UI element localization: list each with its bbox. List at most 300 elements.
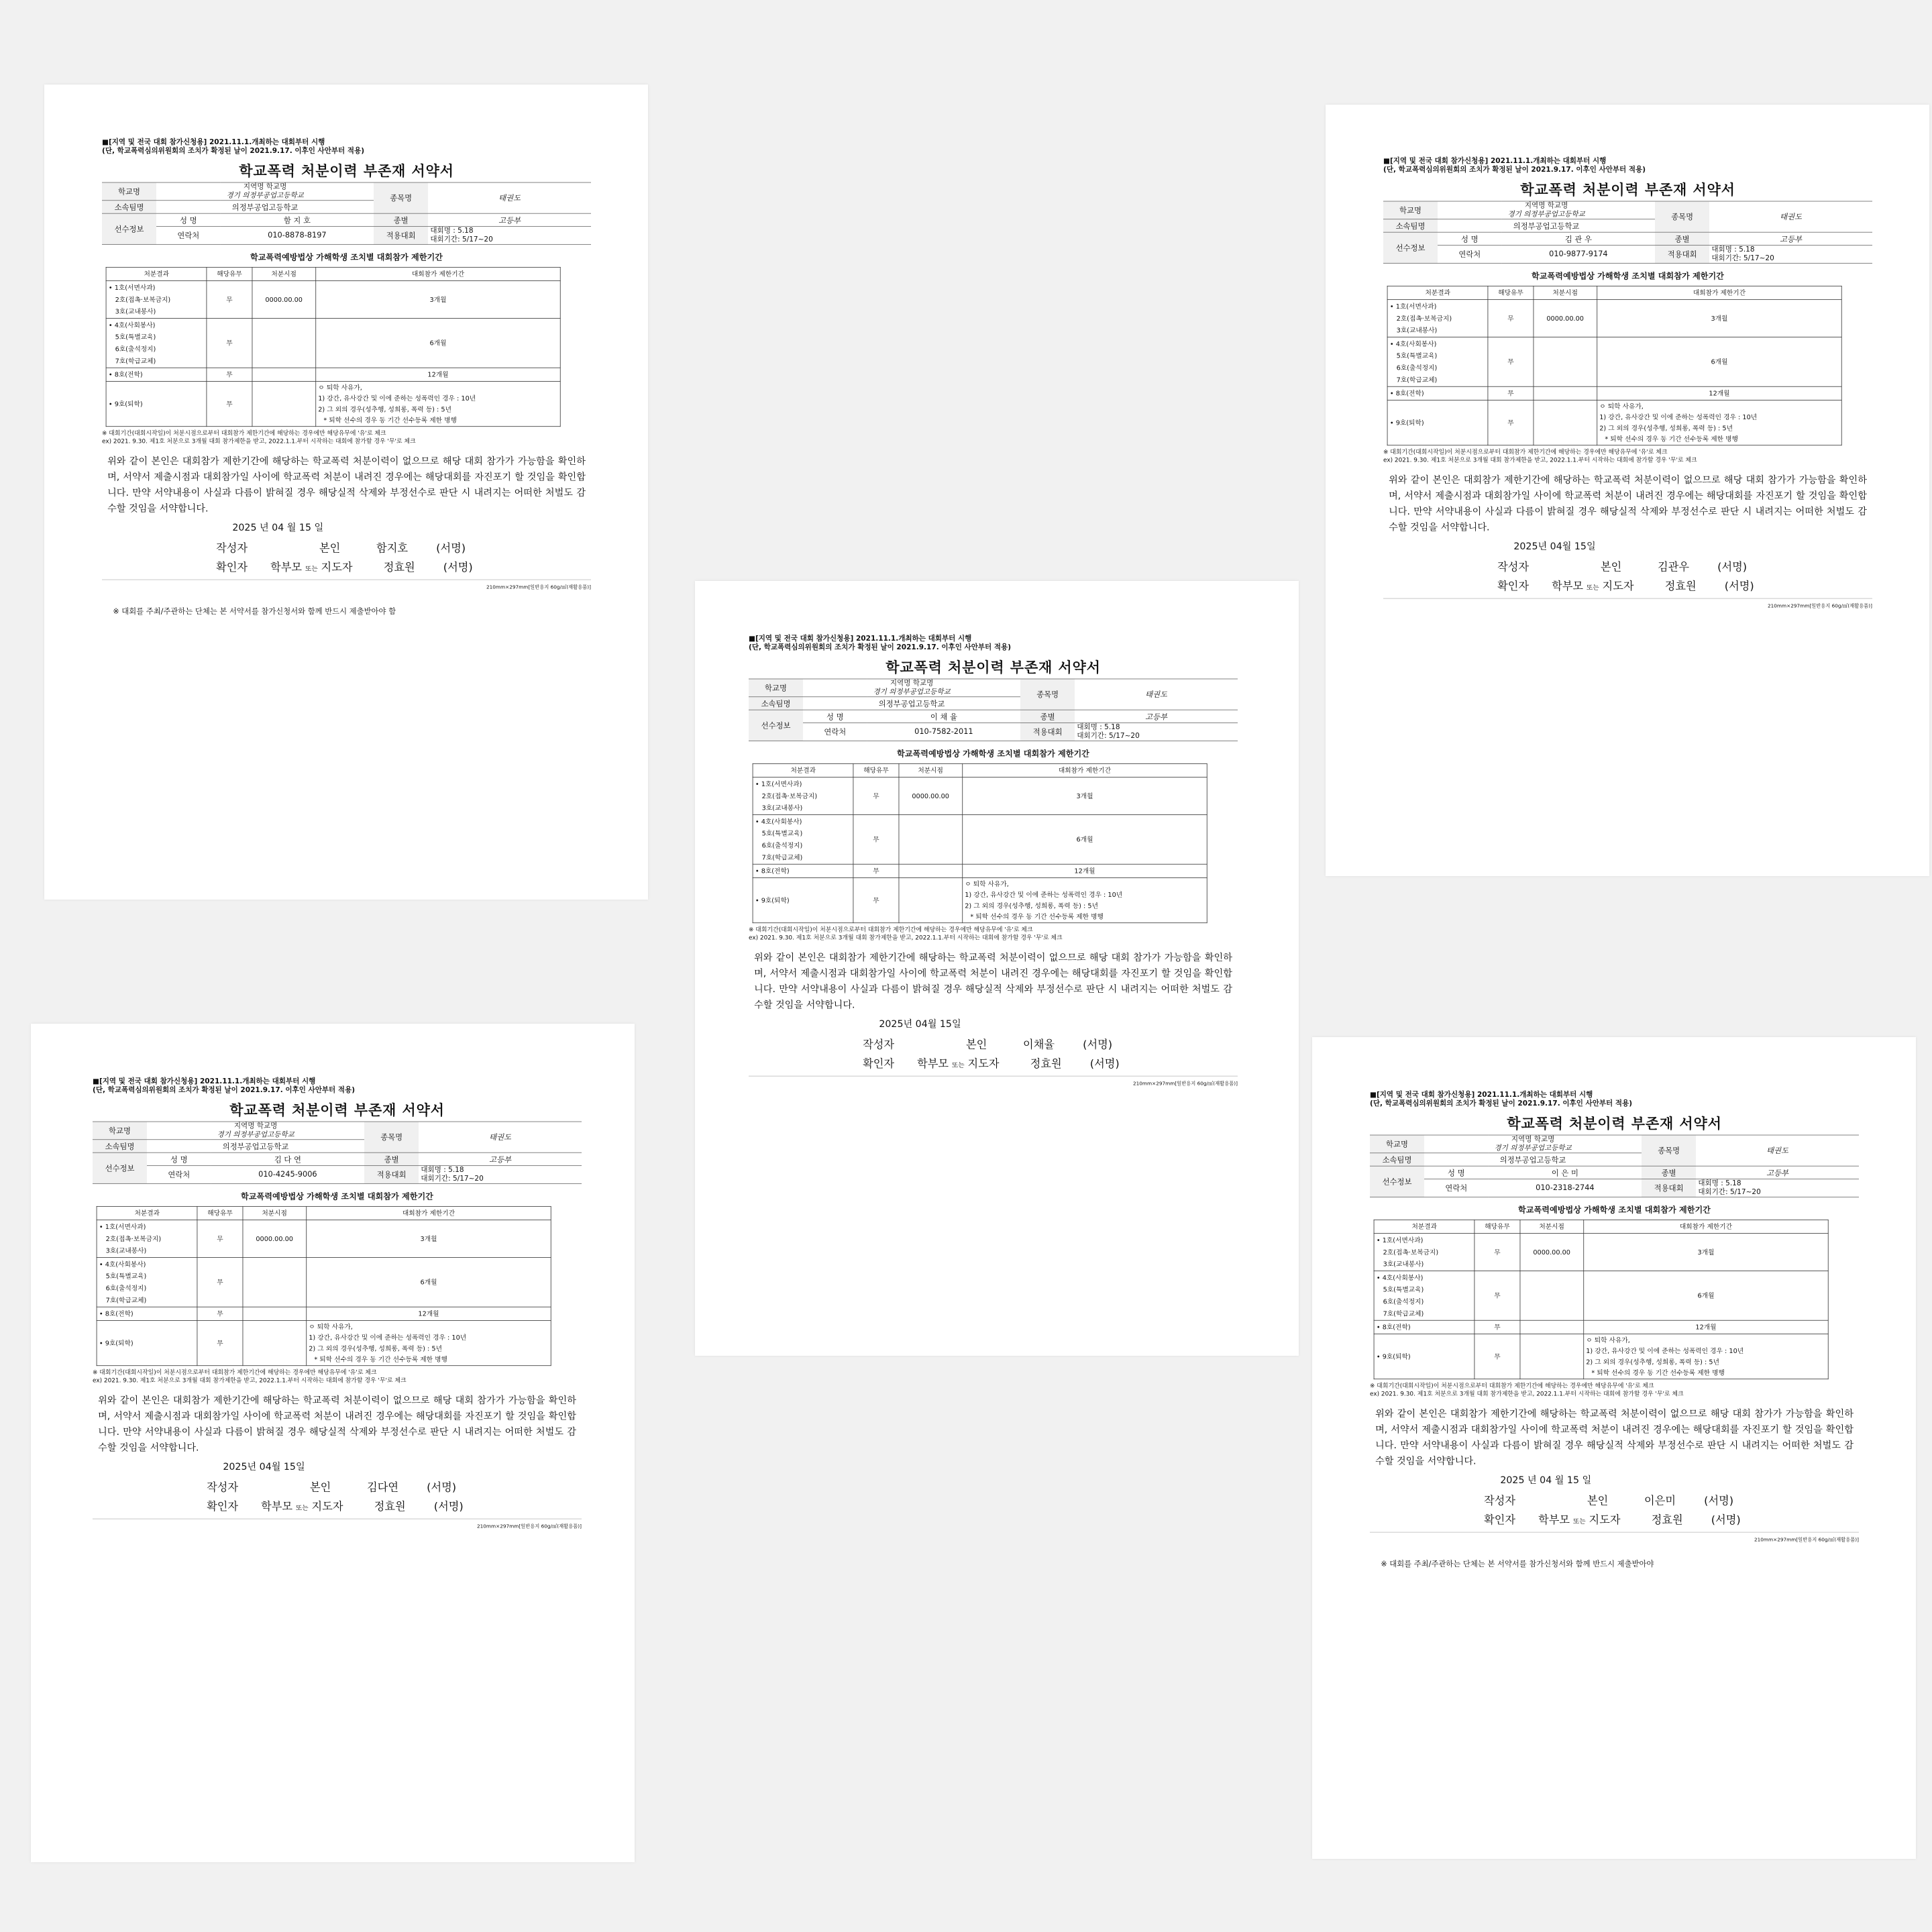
label-team: 소속팀명 [93,1140,147,1152]
row-when [252,368,316,381]
paper-size: 210mm×297mm[일반용지 60g/㎡(재활용품)] [93,1519,582,1529]
sheet-content [749,635,1238,1087]
note-1: ※ 대회기간(대회시작일)이 처분시점으로부터 대회참가 제한기간에 해당하는 경우에만 해당유무에 '유'로 체크 [1370,1382,1654,1389]
writer-row [207,1479,582,1494]
sign-mark: (서명) [1717,560,1748,574]
row-when [252,319,316,368]
athlete-name: 김 관 우 [1502,232,1656,245]
row-has: 무 [207,368,252,381]
paper-size: 210mm×297mm[일반용지 60g/㎡(재활용품)] [102,580,591,590]
form-title: 학교폭력 처분이력 부존재 서약서 [885,659,1101,676]
form-title: 학교폭력 처분이력 부존재 서약서 [229,1102,445,1119]
form-header [93,1077,582,1095]
form-title: 학교폭력 처분이력 부존재 서약서 [1520,182,1735,199]
row-limit: 3개월 [307,1220,551,1258]
table-row [106,368,560,381]
meet-info [1075,723,1238,741]
header-has: 해당유무 [197,1206,243,1220]
header-when: 처분시점 [1520,1220,1584,1233]
row-limit: 12개월 [963,864,1208,877]
pledge-date: 2025 년 04 월 15 일 [1500,1474,1592,1486]
label-region-school: 지역명 학교명 [1511,1135,1555,1144]
header-limit: 대회참가 제한기간 [307,1206,551,1220]
parent-label: 학부모 [917,1057,949,1070]
writer-name: 김다연 [367,1481,399,1494]
row-category: • 8호(전학) [106,368,207,381]
confirmer-row [216,558,591,574]
row-category: • 1호(서면사과) 2호(접촉·보복금지) 3호(교내봉사) [1387,300,1488,337]
header-has: 해당유무 [853,763,899,777]
label-contact: 연락처 [147,1166,211,1184]
pledge-sheet-1 [44,85,648,900]
athlete-phone: 010-4245-9006 [211,1166,365,1184]
row-limit: ㅇ 퇴학 사유가, 1) 강간, 유사강간 및 이에 준하는 성폭력인 경우 : 10년 2) 그 외의 경우(성추행, 성희롱, 폭력 등) : 5년 * 퇴학 선수의 경우 동 기간 선수등록 제한 병행 [1597,400,1842,445]
label-event: 종목명 [1642,1135,1696,1166]
table-row [1374,1320,1828,1334]
pledge-text: 위와 같이 본인은 대회참가 제한기간에 해당하는 학교폭력 처분이력이 없으므로 해당 대회 참가가 가능함을 확인하며, 서약서 제출시점과 대회참가일 사이에 학교폭력 처분이 내려진 경우에는 해당대회를 자진포기 할 것임을 확인합니다. 만약 서약내용이 사실과 다름이 밝혀질 경우 해당실적 삭제와 부정선수로 판단 시 내려지는 어떠한 처벌도 감수할 것임을 서약합니다. [107,455,586,515]
row-limit: 6개월 [307,1258,551,1307]
restriction-subtitle: 학교폭력예방법상 가해학생 조치별 대회참가 제한기간 [1532,271,1724,281]
sign-mark: (서명) [1089,1057,1120,1070]
confirmer-row [863,1055,1238,1070]
label-apply: 적용대회 [1642,1179,1696,1197]
header-limit: 대회참가 제한기간 [316,267,561,280]
table-row [97,1307,551,1320]
row-category: • 9호(퇴학) [106,381,207,426]
form-header [1383,157,1872,174]
row-limit: 6개월 [1584,1271,1829,1321]
row-when [1520,1271,1584,1321]
table-row [753,864,1207,877]
note-2: ex) 2021. 9.30. 제1호 처분으로 3개월 대회 참가제한을 받고, 2022.1.1.부터 시작하는 대회에 참가할 경우 '무'로 체크 [749,934,1063,941]
label-region-school: 지역명 학교명 [1524,201,1568,210]
sign-mark: (서명) [436,541,466,555]
pledge-date: 2025 년 04 월 15 일 [232,522,324,533]
coach-label: 지도자 [1602,579,1634,592]
table-row [1374,1334,1828,1379]
header-when: 처분시점 [252,267,316,280]
note-1: ※ 대회기간(대회시작일)이 처분시점으로부터 대회참가 제한기간에 해당하는 경우에만 해당유무에 '유'로 체크 [1383,448,1668,455]
restriction-table [753,763,1208,923]
confirmer-label: 확인자 [216,560,248,574]
header-when: 처분시점 [243,1206,307,1220]
table-notes [1370,1381,1859,1397]
footnote: ※ 대회를 주최/주관하는 단체는 본 서약서를 참가신청서와 함께 반드시 제출받아야 함 [113,607,396,616]
row-when: 0000.00.00 [243,1220,307,1258]
table-row [97,1320,551,1365]
row-category: • 8호(전학) [97,1307,197,1320]
form-title: 학교폭력 처분이력 부존재 서약서 [1507,1116,1722,1132]
row-has: 무 [1488,386,1534,400]
label-kind: 종별 [1655,232,1709,245]
row-has: 무 [1488,300,1534,337]
paper-size: 210mm×297mm[일반용지 60g/㎡(재활용품)] [749,1076,1238,1087]
athlete-name: 함 지 호 [221,213,374,226]
header-line-2: (단, 학교폭력심의위원회의 조치가 확정된 날이 2021.9.17. 이후인 사안부터 적용) [93,1085,356,1095]
label-contact: 연락처 [803,723,867,741]
row-category: • 4호(사회봉사) 5호(특별교육) 6호(출석정지) 7호(학급교체) [1374,1271,1474,1321]
kind-value: 고등부 [428,213,591,226]
label-event: 종목명 [374,182,428,213]
header-line-2: (단, 학교폭력심의위원회의 조치가 확정된 날이 2021.9.17. 이후인 사안부터 적용) [102,146,365,156]
meet-name: 대회명 : 5.18 [1711,246,1755,254]
row-has: 무 [207,381,252,426]
athlete-name: 김 다 연 [211,1152,365,1165]
table-row [97,1258,551,1307]
coach-label: 지도자 [967,1057,1000,1070]
row-when [243,1258,307,1307]
coach-label: 지도자 [321,560,353,574]
pledge-date: 2025년 04월 15일 [1513,541,1596,552]
kind-value: 고등부 [419,1152,582,1165]
row-limit: 12개월 [307,1307,551,1320]
header-limit: 대회참가 제한기간 [1584,1220,1829,1233]
note-2: ex) 2021. 9.30. 제1호 처분으로 3개월 대회 참가제한을 받고, 2022.1.1.부터 시작하는 대회에 참가할 경우 '무'로 체크 [1370,1390,1684,1397]
row-category: • 9호(퇴학) [97,1320,197,1365]
row-limit: 3개월 [963,777,1208,815]
label-kind: 종별 [1642,1166,1696,1179]
row-category: • 8호(전학) [1387,386,1488,400]
label-region-school: 지역명 학교명 [890,679,934,688]
row-when [1534,386,1597,400]
label-apply: 적용대회 [1020,723,1075,741]
row-when [1520,1320,1584,1334]
table-row [97,1220,551,1258]
row-category: • 9호(퇴학) [1374,1334,1474,1379]
pledge-sheet-5 [1312,1037,1916,1859]
form-header [749,635,1238,652]
row-has: 무 [207,319,252,368]
row-has: 무 [1488,337,1534,387]
table-row [1374,1234,1828,1271]
row-category: • 9호(퇴학) [753,877,853,922]
row-when [899,815,963,865]
writer-label: 작성자 [216,541,248,555]
or-label: 또는 [295,1503,309,1512]
pledge-text: 위와 같이 본인은 대회참가 제한기간에 해당하는 학교폭력 처분이력이 없으므로 해당 대회 참가가 가능함을 확인하며, 서약서 제출시점과 대회참가일 사이에 학교폭력 처분이 내려진 경우에는 해당대회를 자진포기 할 것임을 확인합니다. 만약 서약내용이 사실과 다름이 밝혀질 경우 해당실적 삭제와 부정선수로 판단 시 내려지는 어떠한 처벌도 감수할 것임을 서약합니다. [1375,1408,1854,1467]
row-has: 무 [207,281,252,319]
header-when: 처분시점 [1534,286,1597,299]
sign-mark: (서명) [433,1499,464,1513]
sheet-content [93,1077,582,1529]
info-table [102,182,591,245]
school-cell [803,679,1020,697]
writer-name: 김관우 [1658,560,1690,574]
writer-name: 함지호 [376,541,409,555]
school-cell [1424,1135,1642,1153]
sign-mark: (서명) [1704,1494,1734,1507]
restriction-table [1387,286,1842,445]
team-value: 의정부공업고등학교 [803,697,1020,710]
row-when [1534,337,1597,387]
table-row [753,877,1207,922]
team-value: 의정부공업고등학교 [147,1140,364,1152]
row-when [243,1307,307,1320]
row-category: • 1호(서면사과) 2호(접촉·보복금지) 3호(교내봉사) [97,1220,197,1258]
form-header [102,138,591,156]
event-value: 태권도 [419,1122,582,1152]
meet-period: 대회기간: 5/17~20 [1711,254,1774,263]
kind-value: 고등부 [1709,232,1872,245]
restriction-table [97,1206,551,1366]
label-name: 성 명 [803,710,867,722]
label-name: 성 명 [1438,232,1502,245]
table-row [106,381,560,426]
label-kind: 종별 [1020,710,1075,722]
coach-label: 지도자 [311,1499,343,1513]
row-when [1534,400,1597,445]
header-limit: 대회참가 제한기간 [963,763,1208,777]
self-label: 본인 [1587,1494,1609,1507]
self-label: 본인 [319,541,341,555]
info-table [93,1122,582,1184]
table-row [1387,400,1841,445]
label-apply: 적용대회 [374,227,428,245]
school-cell [1438,201,1655,219]
confirmer-row [1484,1511,1859,1526]
meet-info [428,227,591,245]
row-has: 무 [1488,400,1534,445]
writer-name: 이은미 [1644,1494,1676,1507]
athlete-phone: 010-9877-9174 [1502,246,1656,264]
row-category: • 4호(사회봉사) 5호(특별교육) 6호(출석정지) 7호(학급교체) [97,1258,197,1307]
header-line-1: ■[지역 및 전국 대회 참가신청용] 2021.11.1.개최하는 대회부터 시행 [93,1077,316,1086]
header-result: 처분결과 [1387,286,1488,299]
sign-mark: (서명) [1724,579,1754,592]
label-team: 소속팀명 [1383,219,1438,232]
label-team: 소속팀명 [749,697,803,710]
writer-label: 작성자 [863,1038,895,1051]
school-value: 경기 의정부공업고등학교 [217,1130,294,1139]
row-limit: 12개월 [1597,386,1842,400]
label-school: 학교명 [1383,201,1438,219]
label-name: 성 명 [1424,1166,1489,1179]
writer-label: 작성자 [207,1481,239,1494]
header-has: 해당유무 [1488,286,1534,299]
row-limit: 6개월 [1597,337,1842,387]
coach-name: 정효원 [1664,579,1697,592]
row-has: 무 [853,777,899,815]
confirmer-label: 확인자 [863,1057,895,1070]
parent-label: 학부모 [1552,579,1584,592]
label-region-school: 지역명 학교명 [233,1122,278,1130]
label-athlete: 선수정보 [749,710,803,741]
pledge-date: 2025년 04월 15일 [879,1018,961,1030]
header-has: 해당유무 [1474,1220,1520,1233]
sign-mark: (서명) [1711,1513,1741,1526]
school-value: 경기 의정부공업고등학교 [873,688,951,696]
restriction-subtitle: 학교폭력예방법상 가해학생 조치별 대회참가 제한기간 [241,1191,433,1201]
parent-label: 학부모 [1538,1513,1570,1526]
label-athlete: 선수정보 [1370,1166,1424,1197]
label-apply: 적용대회 [1655,246,1709,264]
row-limit: 12개월 [316,368,561,381]
row-when: 0000.00.00 [899,777,963,815]
confirmer-row [207,1497,582,1513]
row-limit: ㅇ 퇴학 사유가, 1) 강간, 유사강간 및 이에 준하는 성폭력인 경우 : 10년 2) 그 외의 경우(성추행, 성희롱, 폭력 등) : 5년 * 퇴학 선수의 경우 동 기간 선수등록 제한 병행 [963,877,1208,922]
label-athlete: 선수정보 [93,1152,147,1183]
school-value: 경기 의정부공업고등학교 [1494,1144,1572,1152]
meet-info [419,1166,582,1184]
restriction-subtitle: 학교폭력예방법상 가해학생 조치별 대회참가 제한기간 [1518,1205,1711,1215]
label-school: 학교명 [1370,1135,1424,1153]
row-when [243,1320,307,1365]
row-limit: 6개월 [316,319,561,368]
label-event: 종목명 [1020,679,1075,710]
header-line-1: ■[지역 및 전국 대회 참가신청용] 2021.11.1.개최하는 대회부터 시행 [1370,1091,1593,1099]
note-1: ※ 대회기간(대회시작일)이 처분시점으로부터 대회참가 제한기간에 해당하는 경우에만 해당유무에 '유'로 체크 [749,926,1033,933]
row-limit: ㅇ 퇴학 사유가, 1) 강간, 유사강간 및 이에 준하는 성폭력인 경우 : 10년 2) 그 외의 경우(성추행, 성희롱, 폭력 등) : 5년 * 퇴학 선수의 경우 동 기간 선수등록 제한 병행 [307,1320,551,1365]
confirmer-label: 확인자 [207,1499,239,1513]
coach-name: 정효원 [1030,1057,1062,1070]
header-result: 처분결과 [753,763,853,777]
athlete-name: 이 채 율 [867,710,1021,722]
coach-label: 지도자 [1589,1513,1621,1526]
header-result: 처분결과 [106,267,207,280]
parent-label: 학부모 [261,1499,293,1513]
header-line-1: ■[지역 및 전국 대회 참가신청용] 2021.11.1.개최하는 대회부터 시행 [102,138,325,147]
row-limit: 3개월 [316,281,561,319]
row-limit: ㅇ 퇴학 사유가, 1) 강간, 유사강간 및 이에 준하는 성폭력인 경우 : 10년 2) 그 외의 경우(성추행, 성희롱, 폭력 등) : 5년 * 퇴학 선수의 경우 동 기간 선수등록 제한 병행 [1584,1334,1829,1379]
sign-mark: (서명) [443,560,473,574]
table-row [753,777,1207,815]
label-school: 학교명 [102,182,156,201]
writer-row [216,539,591,555]
writer-name: 이채율 [1023,1038,1055,1051]
header-line-1: ■[지역 및 전국 대회 참가신청용] 2021.11.1.개최하는 대회부터 시행 [1383,157,1607,166]
meet-period: 대회기간: 5/17~20 [430,235,493,244]
meet-name: 대회명 : 5.18 [1077,723,1120,732]
row-when: 0000.00.00 [252,281,316,319]
row-category: • 1호(서면사과) 2호(접촉·보복금지) 3호(교내봉사) [106,281,207,319]
label-region-school: 지역명 학교명 [243,182,287,191]
paper-size: 210mm×297mm[일반용지 60g/㎡(재활용품)] [1383,598,1872,609]
info-table [1370,1135,1859,1197]
event-value: 태권도 [1696,1135,1859,1166]
row-has: 무 [1474,1271,1520,1321]
label-team: 소속팀명 [102,201,156,213]
header-line-2: (단, 학교폭력심의위원회의 조치가 확정된 날이 2021.9.17. 이후인 사안부터 적용) [1370,1099,1633,1108]
note-2: ex) 2021. 9.30. 제1호 처분으로 3개월 대회 참가제한을 받고, 2022.1.1.부터 시작하는 대회에 참가할 경우 '무'로 체크 [1383,456,1697,464]
row-limit: 12개월 [1584,1320,1829,1334]
signature-block [1383,558,1872,593]
school-value: 경기 의정부공업고등학교 [1507,210,1585,219]
restriction-subtitle: 학교폭력예방법상 가해학생 조치별 대회참가 제한기간 [250,252,443,262]
row-category: • 8호(전학) [753,864,853,877]
label-event: 종목명 [1655,201,1709,232]
row-has: 무 [1474,1234,1520,1271]
confirmer-label: 확인자 [1497,579,1529,592]
parent-label: 학부모 [270,560,303,574]
writer-label: 작성자 [1497,560,1529,574]
label-contact: 연락처 [156,227,221,245]
row-limit: 6개월 [963,815,1208,865]
meet-info [1709,246,1872,264]
meet-period: 대회기간: 5/17~20 [1698,1187,1761,1197]
event-value: 태권도 [1075,679,1238,710]
school-cell [156,182,374,201]
row-limit: 3개월 [1597,300,1842,337]
confirmer-label: 확인자 [1484,1513,1516,1526]
label-athlete: 선수정보 [102,213,156,244]
sign-mark: (서명) [1083,1038,1113,1051]
team-value: 의정부공업고등학교 [1424,1153,1642,1166]
table-notes [1383,447,1872,464]
self-label: 본인 [1601,560,1622,574]
note-2: ex) 2021. 9.30. 제1호 처분으로 3개월 대회 참가제한을 받고, 2022.1.1.부터 시작하는 대회에 참가할 경우 '무'로 체크 [93,1377,407,1384]
meet-period: 대회기간: 5/17~20 [1077,731,1140,741]
writer-row [863,1036,1238,1051]
athlete-phone: 010-8878-8197 [221,227,374,245]
or-label: 또는 [305,564,318,573]
label-school: 학교명 [93,1122,147,1140]
row-has: 무 [853,864,899,877]
sheet-content [1370,1091,1859,1569]
note-1: ※ 대회기간(대회시작일)이 처분시점으로부터 대회참가 제한기간에 해당하는 경우에만 해당유무에 '유'로 체크 [102,429,386,437]
form-title: 학교폭력 처분이력 부존재 서약서 [239,163,454,180]
row-when [1520,1334,1584,1379]
meet-name: 대회명 : 5.18 [421,1166,464,1175]
header-result: 처분결과 [97,1206,197,1220]
table-row [1387,300,1841,337]
school-cell [147,1122,364,1140]
label-kind: 종별 [374,213,428,226]
header-line-1: ■[지역 및 전국 대회 참가신청용] 2021.11.1.개최하는 대회부터 시행 [749,635,972,643]
header-line-2: (단, 학교폭력심의위원회의 조치가 확정된 날이 2021.9.17. 이후인 사안부터 적용) [749,643,1012,652]
label-contact: 연락처 [1424,1179,1489,1197]
kind-value: 고등부 [1696,1166,1859,1179]
self-label: 본인 [966,1038,987,1051]
event-value: 태권도 [428,182,591,213]
row-category: • 4호(사회봉사) 5호(특별교육) 6호(출석정지) 7호(학급교체) [1387,337,1488,387]
label-athlete: 선수정보 [1383,232,1438,263]
row-category: • 4호(사회봉사) 5호(특별교육) 6호(출석정지) 7호(학급교체) [753,815,853,865]
info-table [1383,201,1872,264]
table-row [1374,1271,1828,1321]
or-label: 또는 [1586,583,1599,592]
row-category: • 4호(사회봉사) 5호(특별교육) 6호(출석정지) 7호(학급교체) [106,319,207,368]
table-row [1387,337,1841,387]
label-name: 성 명 [156,213,221,226]
form-header [1370,1091,1859,1108]
footnote: ※ 대회를 주최/주관하는 단체는 본 서약서를 참가신청서와 함께 반드시 제출받아야 [1381,1560,1654,1568]
row-has: 무 [853,815,899,865]
header-result: 처분결과 [1374,1220,1474,1233]
label-event: 종목명 [364,1122,419,1152]
label-team: 소속팀명 [1370,1153,1424,1166]
signature-block [1370,1492,1859,1527]
row-has: 무 [853,877,899,922]
note-1: ※ 대회기간(대회시작일)이 처분시점으로부터 대회참가 제한기간에 해당하는 경우에만 해당유무에 '유'로 체크 [93,1368,377,1376]
restriction-table [106,267,561,427]
label-name: 성 명 [147,1152,211,1165]
row-limit: ㅇ 퇴학 사유가, 1) 강간, 유사강간 및 이에 준하는 성폭력인 경우 : 10년 2) 그 외의 경우(성추행, 성희롱, 폭력 등) : 5년 * 퇴학 선수의 경우 동 기간 선수등록 제한 병행 [316,381,561,426]
sign-mark: (서명) [427,1481,457,1494]
row-has: 무 [1474,1320,1520,1334]
label-apply: 적용대회 [364,1166,419,1184]
pledge-text: 위와 같이 본인은 대회참가 제한기간에 해당하는 학교폭력 처분이력이 없으므로 해당 대회 참가가 가능함을 확인하며, 서약서 제출시점과 대회참가일 사이에 학교폭력 처분이 내려진 경우에는 해당대회를 자진포기 할 것임을 확인합니다. 만약 서약내용이 사실과 다름이 밝혀질 경우 해당실적 삭제와 부정선수로 판단 시 내려지는 어떠한 처벌도 감수할 것임을 서약합니다. [98,1395,576,1454]
pledge-sheet-4 [31,1024,635,1862]
sheet-content [102,138,591,616]
restriction-subtitle: 학교폭력예방법상 가해학생 조치별 대회참가 제한기간 [897,749,1089,759]
athlete-name: 이 은 미 [1489,1166,1642,1179]
row-has: 무 [197,1307,243,1320]
meet-name: 대회명 : 5.18 [1698,1179,1741,1188]
row-category: • 1호(서면사과) 2호(접촉·보복금지) 3호(교내봉사) [753,777,853,815]
row-has: 무 [197,1320,243,1365]
sheet-content [1383,157,1872,609]
row-when: 0000.00.00 [1534,300,1597,337]
